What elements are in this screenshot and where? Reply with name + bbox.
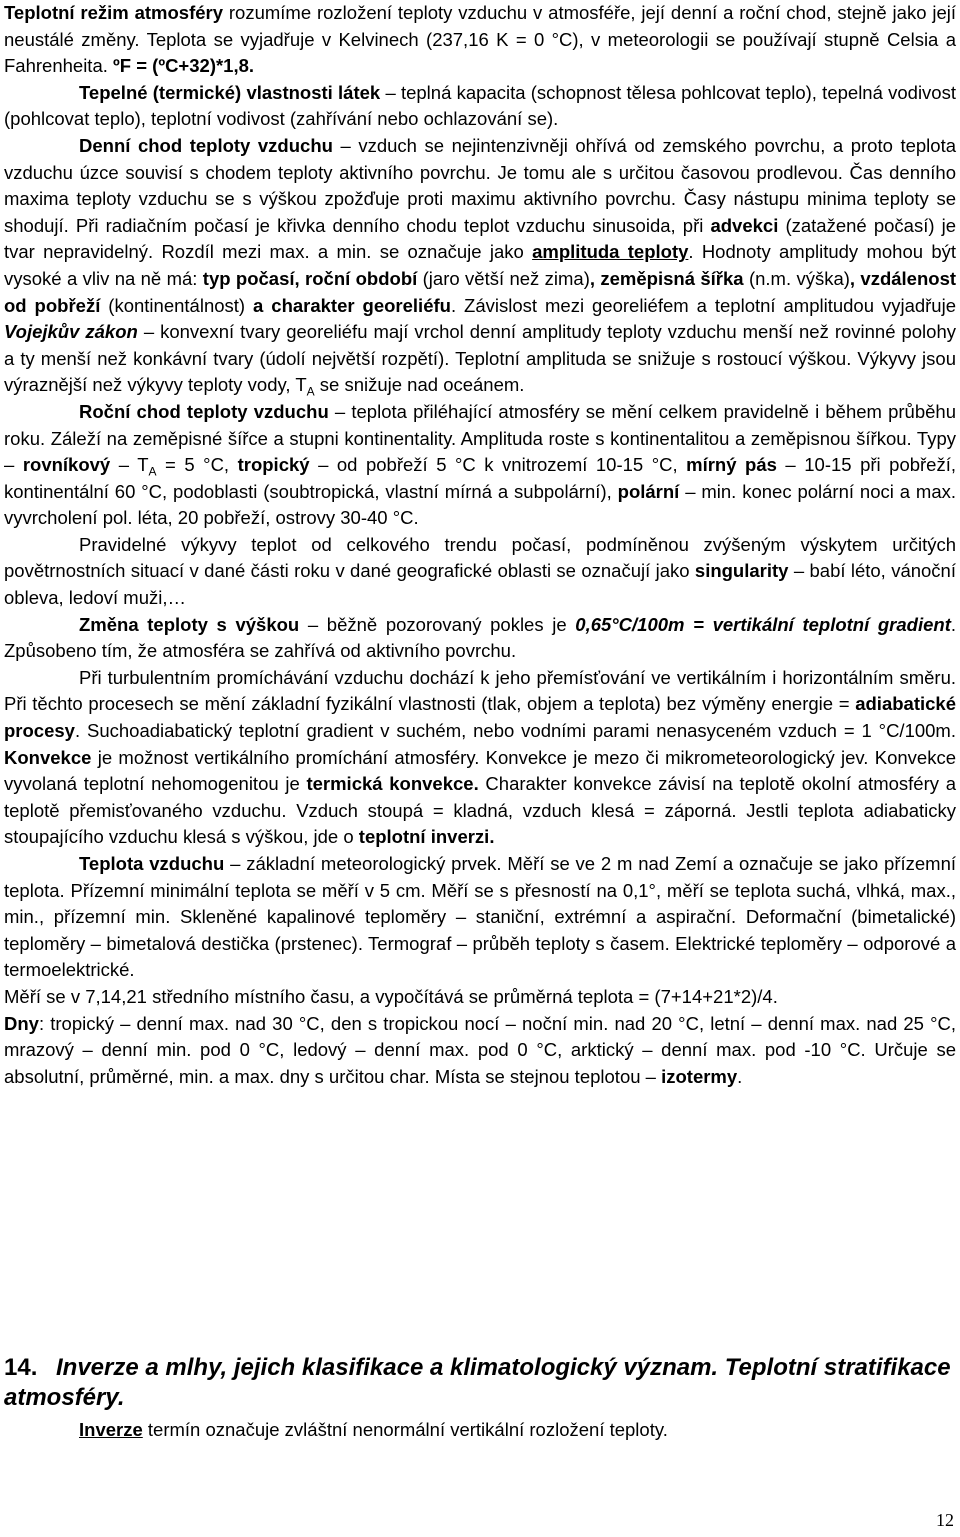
paragraph-temperature-regime: Teplotní režim atmosféry rozumíme rozložení teploty vzduchu v atmosféře, její denní a roční chod, stejně jako její neustálé změny. Teplota se vyjadřuje v Kelvinech (237,16 K = 0 °C), v meteorologii se používají stupně Celsia a Fahrenheita. ºF = (ºC+32)*1,8. [4, 2, 956, 77]
page-number: 12 [936, 1510, 954, 1530]
term-thermal-convection: termická konvekce. [306, 773, 479, 795]
paragraph-days: Dny: tropický – denní max. nad 30 °C, den s tropickou nocí – noční min. nad 20 °C, letní – denní max. nad 25 °C, mrazový – denní min. pod 0 °C, ledový – denní max. pod 0 °C, arktický – denní max. pod -10 °C. Určuje se absolutní, průměrné, min. a max. dny s určitou char. Místa se stejnou teplotou – izotermy. [4, 1012, 956, 1087]
section-number: 14. [4, 1354, 38, 1381]
paragraph-measurement-times: Měří se v 7,14,21 středního místního času, a vypočítává se průměrná teplota = (7+14+21*2)/4. [4, 985, 778, 1007]
inversion-section [4, 1417, 956, 1444]
term-vertical-gradient: 0,65°C/100m = vertikální teplotní gradient [575, 613, 951, 635]
document-page [4, 0, 956, 1090]
formula-fahrenheit: ºF = (ºC+32)*1,8. [113, 55, 255, 77]
term-thermal-properties: Tepelné (termické) vlastnosti látek [79, 81, 381, 103]
term-annual-course: Roční chod teploty vzduchu [79, 400, 329, 422]
term-vojejkov-law: Vojejkův zákon [4, 321, 138, 343]
term-air-temperature: Teplota vzduchu [79, 853, 225, 874]
term-daily-course: Denní chod teploty vzduchu [79, 134, 333, 156]
term-days: Dny [4, 1012, 39, 1034]
term-temperature-regime: Teplotní režim atmosféry [4, 2, 224, 23]
paragraph-air-temperature: Teplota vzduchu – základní meteorologický prvek. Měří se ve 2 m nad Zemí a označuje se jako přízemní teplota. Přízemní minimální teplota se měří v 5 cm. Měří se s přesností na 0,1°, měří se teplota suchá, vlhká, max., min., přízemní min. Skleněné kapalinové teploměry – staniční, extrémní a aspirační. Deformační (bimetalické) teploměry – bimetalová destička (prstenec). Termograf – průběh teploty s časem. Elektrické teploměry – odporové a termoelektrické. [4, 853, 957, 981]
section-heading [4, 1353, 956, 1413]
paragraph-inversion: Inverze termín označuje zvláštní nenormální vertikální rozložení teploty. [79, 1419, 668, 1440]
term-temperature-change-height: Změna teploty s výškou [79, 613, 300, 635]
term-singularity: singularity [694, 560, 789, 582]
term-isotherms: izotermy [661, 1065, 738, 1087]
term-adiabatic-processes: adiabatické procesy [4, 693, 956, 742]
paragraph-thermal-properties: Tepelné (termické) vlastnosti látek – teplná kapacita (schopnost tělesa pohlcovat teplo), tepelná vodivost (pohlcovat teplo), teplotní vodivost (zahřívání nebo ochlazování se). [4, 81, 956, 130]
term-convection: Konvekce [4, 746, 92, 768]
term-inversion-definition: Inverze [79, 1419, 143, 1440]
paragraph-singularities: Pravidelné výkyvy teplot od celkového trendu počasí, podmíněnou zvýšeným výskytem určitých povětrnostních situací v dané části roku v dané geografické oblasti se označují jako singularity – babí léto, vánoční obleva, ledoví muži,… [4, 533, 956, 609]
paragraph-lapse-rate: Změna teploty s výškou – běžně pozorovaný pokles je 0,65°C/100m = vertikální teplotní gradient. Způsobeno tím, že atmosféra se zahřívá od aktivního povrchu. [4, 613, 957, 662]
paragraph-annual-course: Roční chod teploty vzduchu – teplota přiléhající atmosféry se mění celkem pravidelně i během průběhu roku. Záleží na zeměpisné šířce a stupni kontinentality. Amplituda roste s kontinentalitou a zeměpisnou šířkou. Typy – rovníkový – $T_A = 5$ °C, tropický – od pobřeží 5 °C k vnitrozemí 10-15 °C, mírný pás – 10-15 při pobřeží, kontinentální 60 °C, podoblasti (soubtropická, vlastní mírná a subpolární), polární – min. konec polární noci a max. vyvrcholení pol. léta, 20 pobřeží, ostrovy 30-40 °C. [4, 400, 956, 529]
paragraph-adiabatic: Při turbulentním promíchávání vzduchu dochází k jeho přemísťování ve vertikálním i horizontálním směru. Při těchto procesech se mění základní fyzikální vlastnosti (tlak, objem a teplota) bez výměny energie = adiabatické procesy. Suchoadiabatický teplotní gradient v suchém, nebo vodními parami nenasyceném vzduch = 1 °C/100m. Konvekce je možnost vertikálního promíchání atmosféry. Konvekce je mezo či mikrometeorologický jev. Konvekce vyvolaná teplotní nehomogenitou je termická konvekce. Charakter konvekce závisí na teplotě okolní atmosféry a teplotě přemisťovaného vzduchu. Vzduch stoupá = kladná, vzduch klesá = záporná. Jestli teplota adiabaticky stoupajícího vzduchu klesá s výškou, jde o teplotní inverzi. [4, 666, 956, 848]
section-title: Inverze a mlhy, jejich klasifikace a klimatologický význam. Teplotní stratifikace atmosféry. [4, 1354, 951, 1411]
term-amplitude: amplituda teploty [532, 241, 689, 263]
term-inversion: teplotní inverzi. [358, 826, 495, 848]
paragraph-daily-course: Denní chod teploty vzduchu – vzduch se nejintenzivněji ohřívá od zemského povrchu, a proto teplota vzduchu úzce souvisí s chodem teploty aktivního povrchu. Je tomu ale s určitou časovou prodlevou. Čas denního maxima teploty vzduchu se s výškou zpožďuje proti maximu aktivního povrchu. Časy nástupu minima teploty se shodují. Při radiačním počasí je křivka denního chodu teplot vzduchu sinusoida, při advekci (zatažené počasí) je tvar nepravidelný. Rozdíl mezi max. a min. se označuje jako amplituda teploty. Hodnoty amplitudy mohou být vysoké a vliv na ně má: typ počasí, roční období (jaro větší než zima), zeměpisná šířka (n.m. výška), vzdálenost od pobřeží (kontinentálnost) a charakter georeliéfu. Závislost mezi georeliéfem a teplotní amplitudou vyjadřuje Vojejkův zákon – konvexní tvary georeliéfu mají vrchol denní amplitudy teploty vzduchu menší než rovinné polohy a ty menší než konkávní tvary (údolí největší rozpětí). Teplotní amplituda se snižuje s rostoucí výškou. Výkyvy jsou výraznější než výkyvy teploty vody, $T_A$ se snižuje nad oceánem. [4, 134, 957, 399]
